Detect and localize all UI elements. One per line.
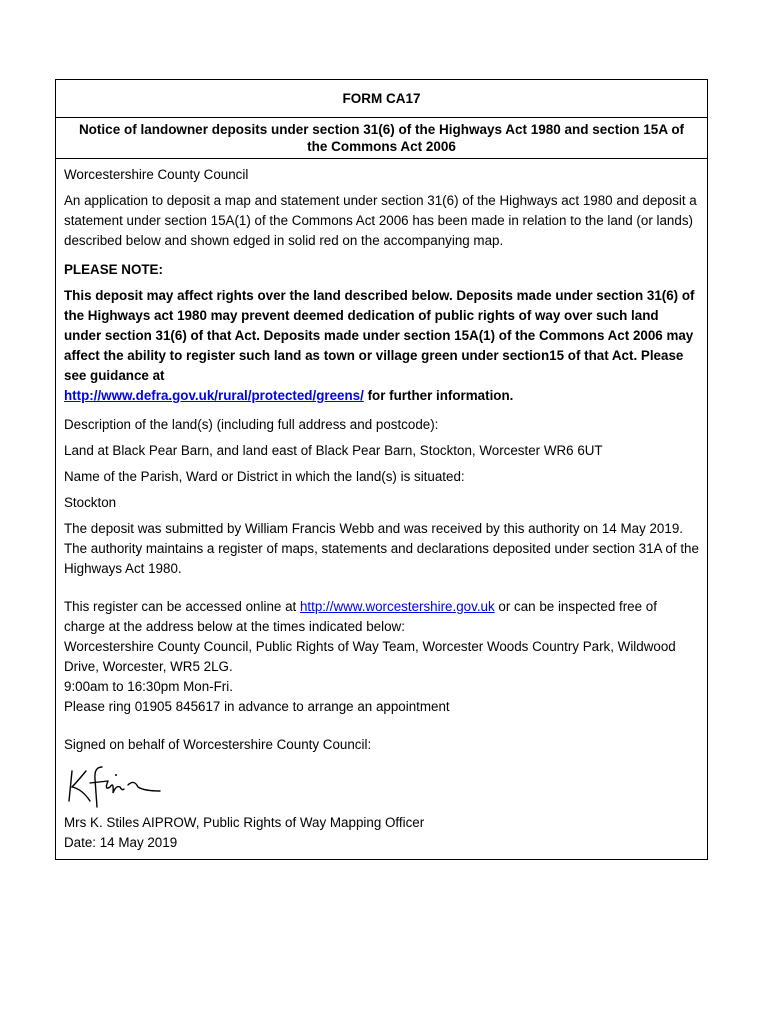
form-heading: Notice of landowner deposits under section 31(6) of the Highways Act 1980 and section 15A of the Commons Act 2006 [78,122,685,154]
application-text: An application to deposit a map and statement under section 31(6) of the Highways act 1980 and deposit a statement under section 15A(1) of the Commons Act 2006 has been made in relation to the land (or lands) described below and shown edged in solid red on the accompanying map. [64,193,697,248]
signed-label: Signed on behalf of Worcestershire County Council: [64,737,372,752]
note-text: This deposit may affect rights over the land described below. Deposits made under section 31(6) of the Highways act 1980 may prevent deemed dedication of public rights of way over such land under section 31(6) of that Act. Deposits made under section 15A(1) of the Commons Act 2006 may affect the ability to register such land as town or village green under section15 of that Act. Please see guidance at [64,288,695,383]
signatory: Mrs K. Stiles AIPROW, Public Rights of Way Mapping Officer [64,815,425,830]
access-suffix: or can be inspected free of charge at the address below at the times indicated below: [64,599,657,634]
signature-icon [64,757,184,813]
land-description: Land at Black Pear Barn, and land east of Black Pear Barn, Stockton, Worcester WR6 6UT [64,443,603,458]
access-paragraph [64,597,699,637]
signature [64,757,699,813]
notice-body [56,159,707,859]
parish-label: Name of the Parish, Ward or District in which the land(s) is situated: [64,469,465,484]
opening-hours: 9:00am to 16:30pm Mon-Fri. [64,679,233,694]
parish-value: Stockton [64,495,117,510]
access-prefix: This register can be accessed online at [64,599,300,614]
note-suffix: for further information. [363,388,514,403]
deposit-submitted: The deposit was submitted by William Francis Webb and was received by this authority on 14 May 2019. [64,521,683,536]
form-ca17 [55,79,708,860]
council-name: Worcestershire County Council [64,167,249,182]
note-paragraph [64,286,699,406]
form-title: FORM CA17 [342,91,421,106]
register-text: The authority maintains a register of maps, statements and declarations deposited under section 31A of the Highways Act 1980. [64,541,699,576]
guidance-link[interactable]: http://www.defra.gov.uk/rural/protected/greens/ [64,388,364,403]
land-description-label: Description of the land(s) (including full address and postcode): [64,417,439,432]
appointment-note: Please ring 01905 845617 in advance to arrange an appointment [64,699,450,714]
worcestershire-link[interactable]: http://www.worcestershire.gov.uk [299,599,495,614]
address: Worcestershire County Council, Public Rights of Way Team, Worcester Woods Country Park, Wildwood Drive, Worcester, WR5 2LG. [64,639,676,674]
please-note-label: PLEASE NOTE: [64,262,163,277]
signature-date: Date: 14 May 2019 [64,835,178,850]
form-title-row [56,80,707,118]
form-heading-row [56,118,707,159]
